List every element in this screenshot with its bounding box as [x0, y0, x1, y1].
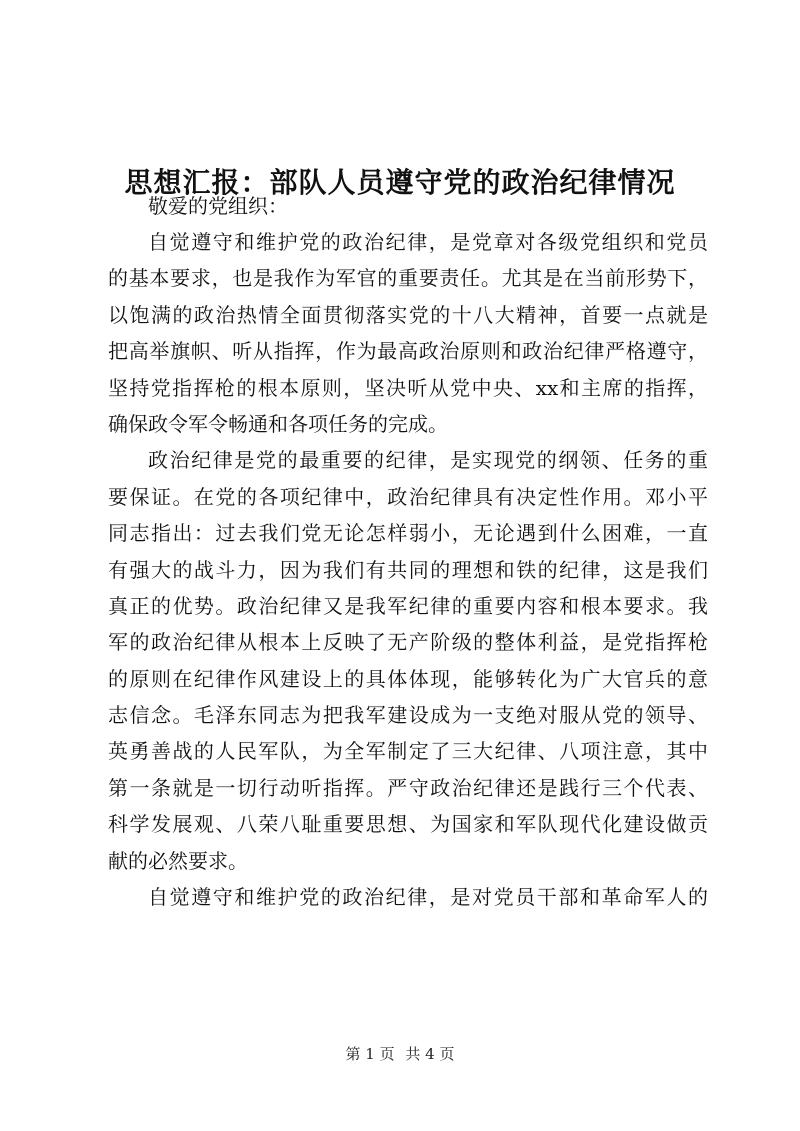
paragraph-line: 的原则在纪律作风建设上的具体体现，能够转化为广大官兵的意 — [108, 666, 708, 691]
salutation: 敬爱的党组织： — [148, 194, 288, 218]
paragraph-2 — [108, 442, 708, 879]
paragraph-line: 以饱满的政治热情全面贯彻落实党的十八大精神，首要一点就是 — [108, 302, 708, 327]
paragraph-line: 军的政治纪律从根本上反映了无产阶级的整体利益，是党指挥枪 — [108, 630, 708, 655]
paragraph-1 — [108, 224, 708, 442]
paragraph-line: 把高举旗帜、听从指挥，作为最高政治原则和政治纪律严格遵守， — [108, 339, 708, 364]
paragraph-3 — [108, 879, 708, 915]
paragraph-line: 坚持党指挥枪的根本原则，坚决听从党中央、xx和主席的指挥， — [108, 375, 708, 400]
document-body — [108, 224, 708, 915]
paragraph-line: 确保政令军令畅通和各项任务的完成。 — [108, 411, 448, 436]
paragraph-line: 有强大的战斗力，因为我们有共同的理想和铁的纪律，这是我们 — [108, 557, 708, 582]
paragraph-line: 志信念。毛泽东同志为把我军建设成为一支绝对服从党的领导、 — [108, 703, 708, 728]
paragraph-line: 真正的优势。政治纪律又是我军纪律的重要内容和根本要求。我 — [108, 593, 708, 618]
paragraph-line: 英勇善战的人民军队，为全军制定了三大纪律、八项注意，其中 — [108, 739, 708, 764]
paragraph-line: 政治纪律是党的最重要的纪律，是实现党的纲领、任务的重 — [148, 448, 708, 473]
paragraph-line: 要保证。在党的各项纪律中，政治纪律具有决定性作用。邓小平 — [108, 484, 708, 509]
page-number: 第 1 页 — [345, 1045, 395, 1063]
paragraph-line: 科学发展观、八荣八耻重要思想、为国家和军队现代化建设做贡 — [108, 812, 708, 837]
page-total: 共 4 页 — [405, 1045, 455, 1063]
paragraph-line: 献的必然要求。 — [108, 848, 248, 873]
page-footer — [0, 1044, 800, 1064]
paragraph-line: 第一条就是一切行动听指挥。严守政治纪律还是践行三个代表、 — [108, 775, 708, 800]
paragraph-line: 同志指出：过去我们党无论怎样弱小，无论遇到什么困难，一直 — [108, 521, 708, 546]
paragraph-line: 自觉遵守和维护党的政治纪律，是对党员干部和革命军人的 — [148, 885, 708, 910]
paragraph-line: 自觉遵守和维护党的政治纪律，是党章对各级党组织和党员 — [148, 230, 708, 254]
paragraph-line: 的基本要求，也是我作为军官的重要责任。尤其是在当前形势下， — [108, 266, 708, 291]
page-title: 思想汇报：部队人员遵守党的政治纪律情况 — [124, 165, 676, 199]
